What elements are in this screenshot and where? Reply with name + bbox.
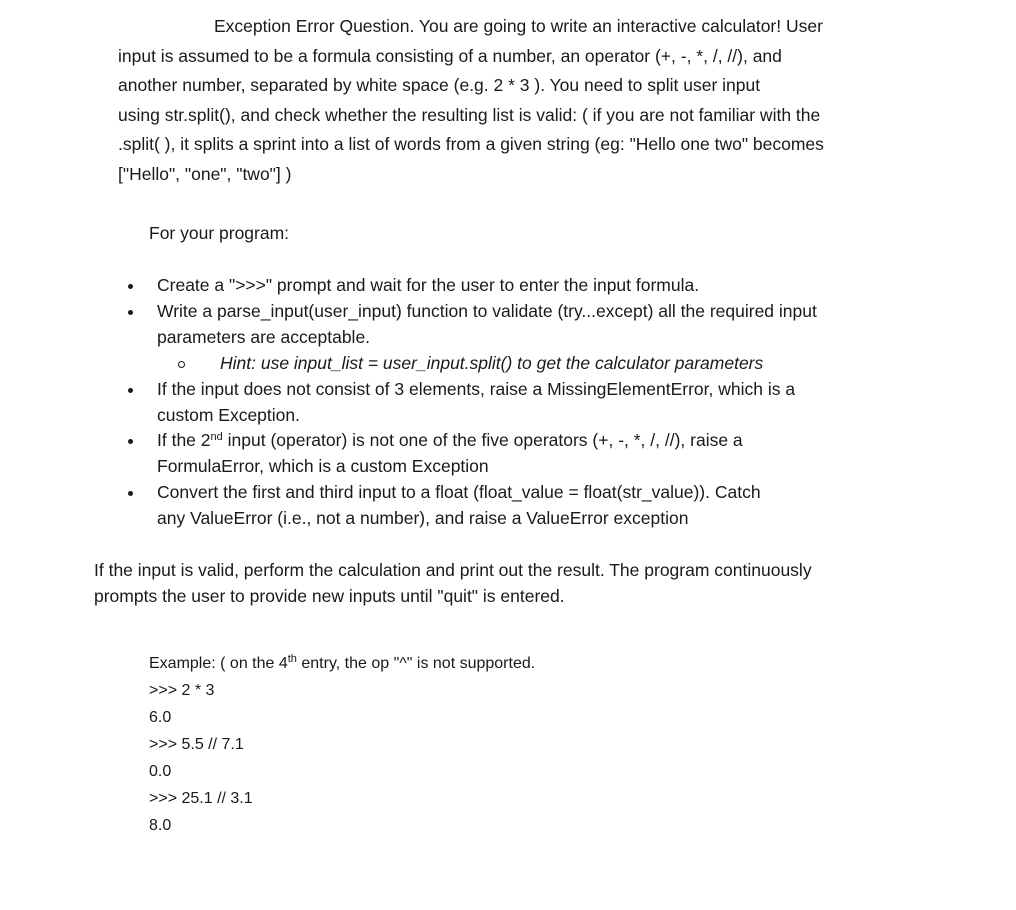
requirements-list [118,273,918,532]
bullet-4-superscript: nd [210,431,223,444]
example-heading-superscript: th [287,653,297,665]
example-line-2: 6.0 [149,709,172,726]
closing-paragraph [94,557,934,609]
list-item-value-error [118,480,918,532]
intro-line-3: another number, separated by white space (e.g. 2 * 3 ). You need to split user input [118,75,761,96]
example-line-1: >>> 2 * 3 [149,682,215,699]
intro-line-1: Exception Error Question. You are going to write an interactive calculator! User [214,16,823,36]
intro-line-6: ["Hello", "one", "two"] ) [118,163,292,184]
example-heading [149,650,535,677]
example-heading-pre: Example: ( on the 4 [149,655,288,672]
for-program-label: For your program: [149,223,290,243]
list-item-prompt [118,273,918,299]
intro-paragraph [118,12,918,190]
example-block [149,650,535,839]
closing-line-1: If the input is valid, perform the calculation and print out the result. The program continuously [94,560,812,580]
bullet-4-post: input (operator) is not one of the five operators (+, -, *, /, //), raise a [222,430,743,451]
bullet-4-line-2: FormulaError, which is a custom Exception [157,456,489,477]
bullet-2-line-1: Write a parse_input(user_input) function to validate (try...except) all the required input [157,300,817,321]
hint-item [157,351,918,377]
bullet-4-line-1 [157,428,918,454]
hint-sublist [157,351,918,377]
bullet-1-text: Create a ">>>" prompt and wait for the user to enter the input formula. [157,275,700,295]
example-heading-post: entry, the op "^" is not supported. [296,655,536,672]
bullet-4-pre: If the 2 [157,430,211,451]
example-line-6: 8.0 [149,817,172,834]
example-line-4: 0.0 [149,763,172,780]
intro-line-4: using str.split(), and check whether the resulting list is valid: ( if you are not familiar with the [118,104,821,125]
bullet-5-line-1: Convert the first and third input to a float (float_value = float(str_value)). Catch [157,482,761,503]
bullet-5-line-2: any ValueError (i.e., not a number), and raise a ValueError exception [157,508,689,529]
intro-line-5: .split( ), it splits a sprint into a list of words from a given string (eg: "Hello one two" becomes [118,134,824,155]
bullet-3-line-2: custom Exception. [157,404,300,425]
hint-text: Hint: use input_list = user_input.split() to get the calculator parameters [220,352,764,373]
example-line-5: >>> 25.1 // 3.1 [149,790,253,807]
example-line-3: >>> 5.5 // 7.1 [149,736,244,753]
bullet-3-line-1: If the input does not consist of 3 elements, raise a MissingElementError, which is a [157,378,796,399]
list-item-formula-error [118,428,918,480]
list-item-missing-element [118,377,918,429]
bullet-2-line-2: parameters are acceptable. [157,326,371,347]
intro-line-2: input is assumed to be a formula consisting of a number, an operator (+, -, *, /, //), and [118,45,782,66]
list-item-parse-input [118,299,918,377]
closing-line-2: prompts the user to provide new inputs until "quit" is entered. [94,586,565,606]
